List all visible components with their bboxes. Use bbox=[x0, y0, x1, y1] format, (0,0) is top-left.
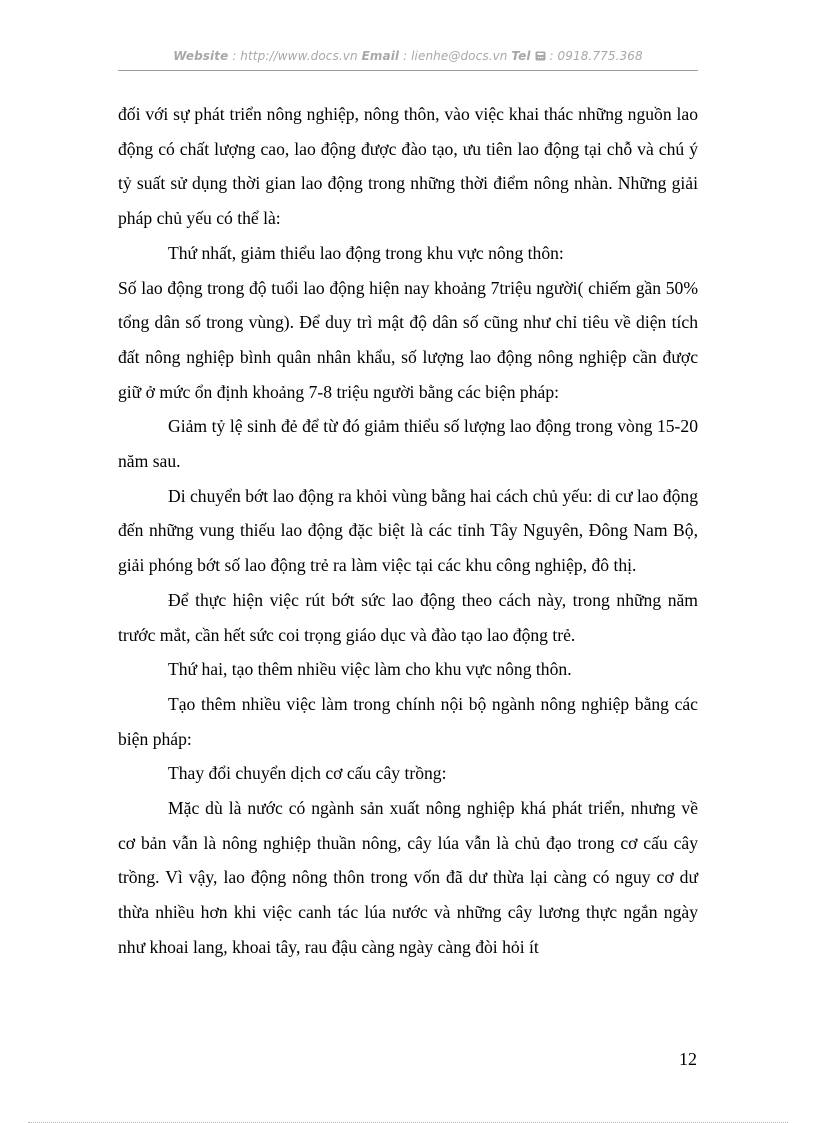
paragraph: Tạo thêm nhiều việc làm trong chính nội bộ ngành nông nghiệp bằng các biện pháp: bbox=[118, 693, 698, 749]
paragraph: Thứ hai, tạo thêm nhiều việc làm cho khu vực nông thôn. bbox=[168, 659, 572, 680]
header-email-label: Email bbox=[361, 49, 400, 63]
header-divider bbox=[118, 70, 698, 71]
paragraph: Mặc dù là nước có ngành sản xuất nông nghiệp khá phát triển, nhưng về cơ bản vẫn là nông nghiệp thuần nông, cây lúa vẫn là chủ đạo trong cơ cấu cây trồng. Vì vậy, lao động nông thôn trong vốn đã dư thừa lại càng có nguy cơ dư thừa nhiều hơn khi việc canh tác lúa nước và những cây lương thực ngắn ngày như khoai lang, khoai tây, rau đậu càng ngày càng đòi hỏi ít bbox=[118, 798, 698, 957]
header-tel-value: : 0918.775.368 bbox=[549, 49, 643, 63]
page-number: 12 bbox=[679, 1049, 697, 1069]
paragraph: Thay đổi chuyển dịch cơ cấu cây trồng: bbox=[168, 763, 447, 784]
phone-icon bbox=[535, 49, 546, 63]
paragraph: Thứ nhất, giảm thiểu lao động trong khu vực nông thôn: bbox=[168, 242, 564, 263]
paragraph: Để thực hiện việc rút bớt sức lao động theo cách này, trong những năm trước mắt, cần hết sức coi trọng giáo dục và đào tạo lao động trẻ. bbox=[118, 589, 698, 645]
paragraph: Di chuyển bớt lao động ra khỏi vùng bằng hai cách chủ yếu: di cư lao động đến những vung thiếu lao động đặc biệt là các tỉnh Tây Nguyên, Đông Nam Bộ, giải phóng bớt số lao động trẻ ra làm việc tại các khu công nghiệp, đô thị. bbox=[118, 485, 698, 576]
paragraph: Số lao động trong độ tuổi lao động hiện nay khoảng 7triệu người( chiếm gần 50% tổng dân số trong vùng). Để duy trì mật độ dân số cũng như chỉ tiêu về diện tích đất nông nghiệp bình quân nhân khẩu, số lượng lao động nông nghiệp cần được giữ ở mức ổn định khoảng 7-8 triệu người bằng các biện pháp: bbox=[118, 277, 698, 402]
document-body bbox=[118, 97, 698, 965]
paragraph: Giảm tỷ lệ sinh đẻ để từ đó giảm thiểu số lượng lao động trong vòng 15-20 năm sau. bbox=[118, 416, 698, 472]
page-header bbox=[118, 49, 698, 63]
header-email-value: : lienhe@docs.vn bbox=[403, 49, 508, 63]
header-tel-label: Tel bbox=[511, 49, 531, 63]
paragraph: đối với sự phát triển nông nghiệp, nông thôn, vào việc khai thác những nguồn lao động có chất lượng cao, lao động được đào tạo, ưu tiên lao động tại chỗ và chú ý tỷ suất sử dụng thời gian lao động trong những thời điểm nông nhàn. Những giải pháp chủ yếu có thể là: bbox=[118, 104, 698, 229]
header-website-label: Website bbox=[173, 49, 229, 63]
header-website-value: : http://www.docs.vn bbox=[232, 49, 358, 63]
